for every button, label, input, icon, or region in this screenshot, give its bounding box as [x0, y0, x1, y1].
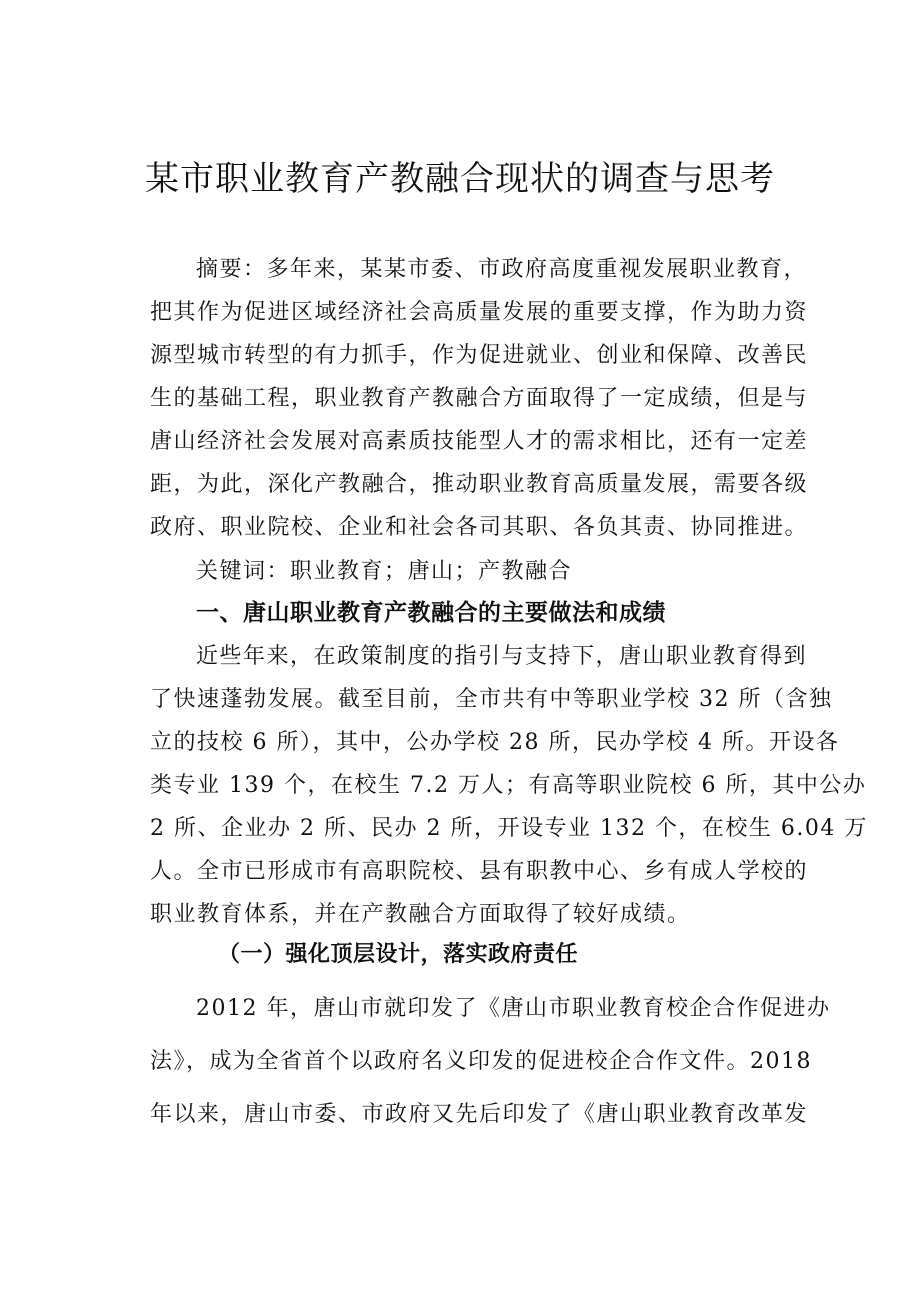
body-line: 类专业 139 个，在校生 7.2 万人；有高等职业院校 6 所，其中公办	[150, 773, 867, 798]
body-line: 2 所、企业办 2 所、民办 2 所，开设专业 132 个，在校生 6.04 万	[150, 816, 868, 841]
body-line: 人。全市已形成市有高职院校、县有职教中心、乡有成人学校的	[150, 859, 809, 884]
subsection-body-paragraph	[150, 982, 831, 1141]
body-line: 立的技校 6 所），其中，公办学校 28 所，民办学校 4 所。开设各	[150, 730, 840, 755]
section-heading: 一、唐山职业教育产教融合的主要做法和成绩	[196, 600, 666, 626]
abstract-line: 把其作为促进区域经济社会高质量发展的重要支撑，作为助力资	[150, 300, 809, 325]
section-body-paragraph	[150, 635, 868, 936]
body-line: 年以来，唐山市委、市政府又先后印发了《唐山职业教育改革发	[150, 1102, 809, 1127]
body-line: 2012 年，唐山市就印发了《唐山市职业教育校企合作促进办	[196, 996, 831, 1021]
abstract-line: 生的基础工程，职业教育产教融合方面取得了一定成绩，但是与	[150, 386, 809, 411]
body-line: 近些年来，在政策制度的指引与支持下，唐山职业教育得到	[196, 644, 808, 669]
keywords-line: 关键词：职业教育；唐山；产教融合	[196, 559, 573, 584]
abstract-line: 摘要：多年来，某某市委、市政府高度重视发展职业教育，	[196, 257, 808, 282]
subsection-heading: （一）强化顶层设计，落实政府责任	[218, 942, 579, 967]
document-title: 某市职业教育产教融合现状的调查与思考	[145, 159, 775, 199]
abstract-line: 政府、职业院校、企业和社会各司其职、各负其责、协同推进。	[150, 515, 809, 540]
abstract-line: 唐山经济社会发展对高素质技能型人才的需求相比，还有一定差	[150, 429, 809, 454]
abstract-line: 距，为此，深化产教融合，推动职业教育高质量发展，需要各级	[150, 472, 809, 497]
abstract-line: 源型城市转型的有力抓手，作为促进就业、创业和保障、改善民	[150, 343, 809, 368]
abstract-paragraph	[150, 248, 809, 549]
body-line: 法》，成为全省首个以政府名义印发的促进校企合作文件。2018	[150, 1049, 812, 1074]
body-line: 了快速蓬勃发展。截至目前，全市共有中等职业学校 32 所（含独	[150, 687, 833, 712]
body-line: 职业教育体系，并在产教融合方面取得了较好成绩。	[150, 902, 691, 927]
